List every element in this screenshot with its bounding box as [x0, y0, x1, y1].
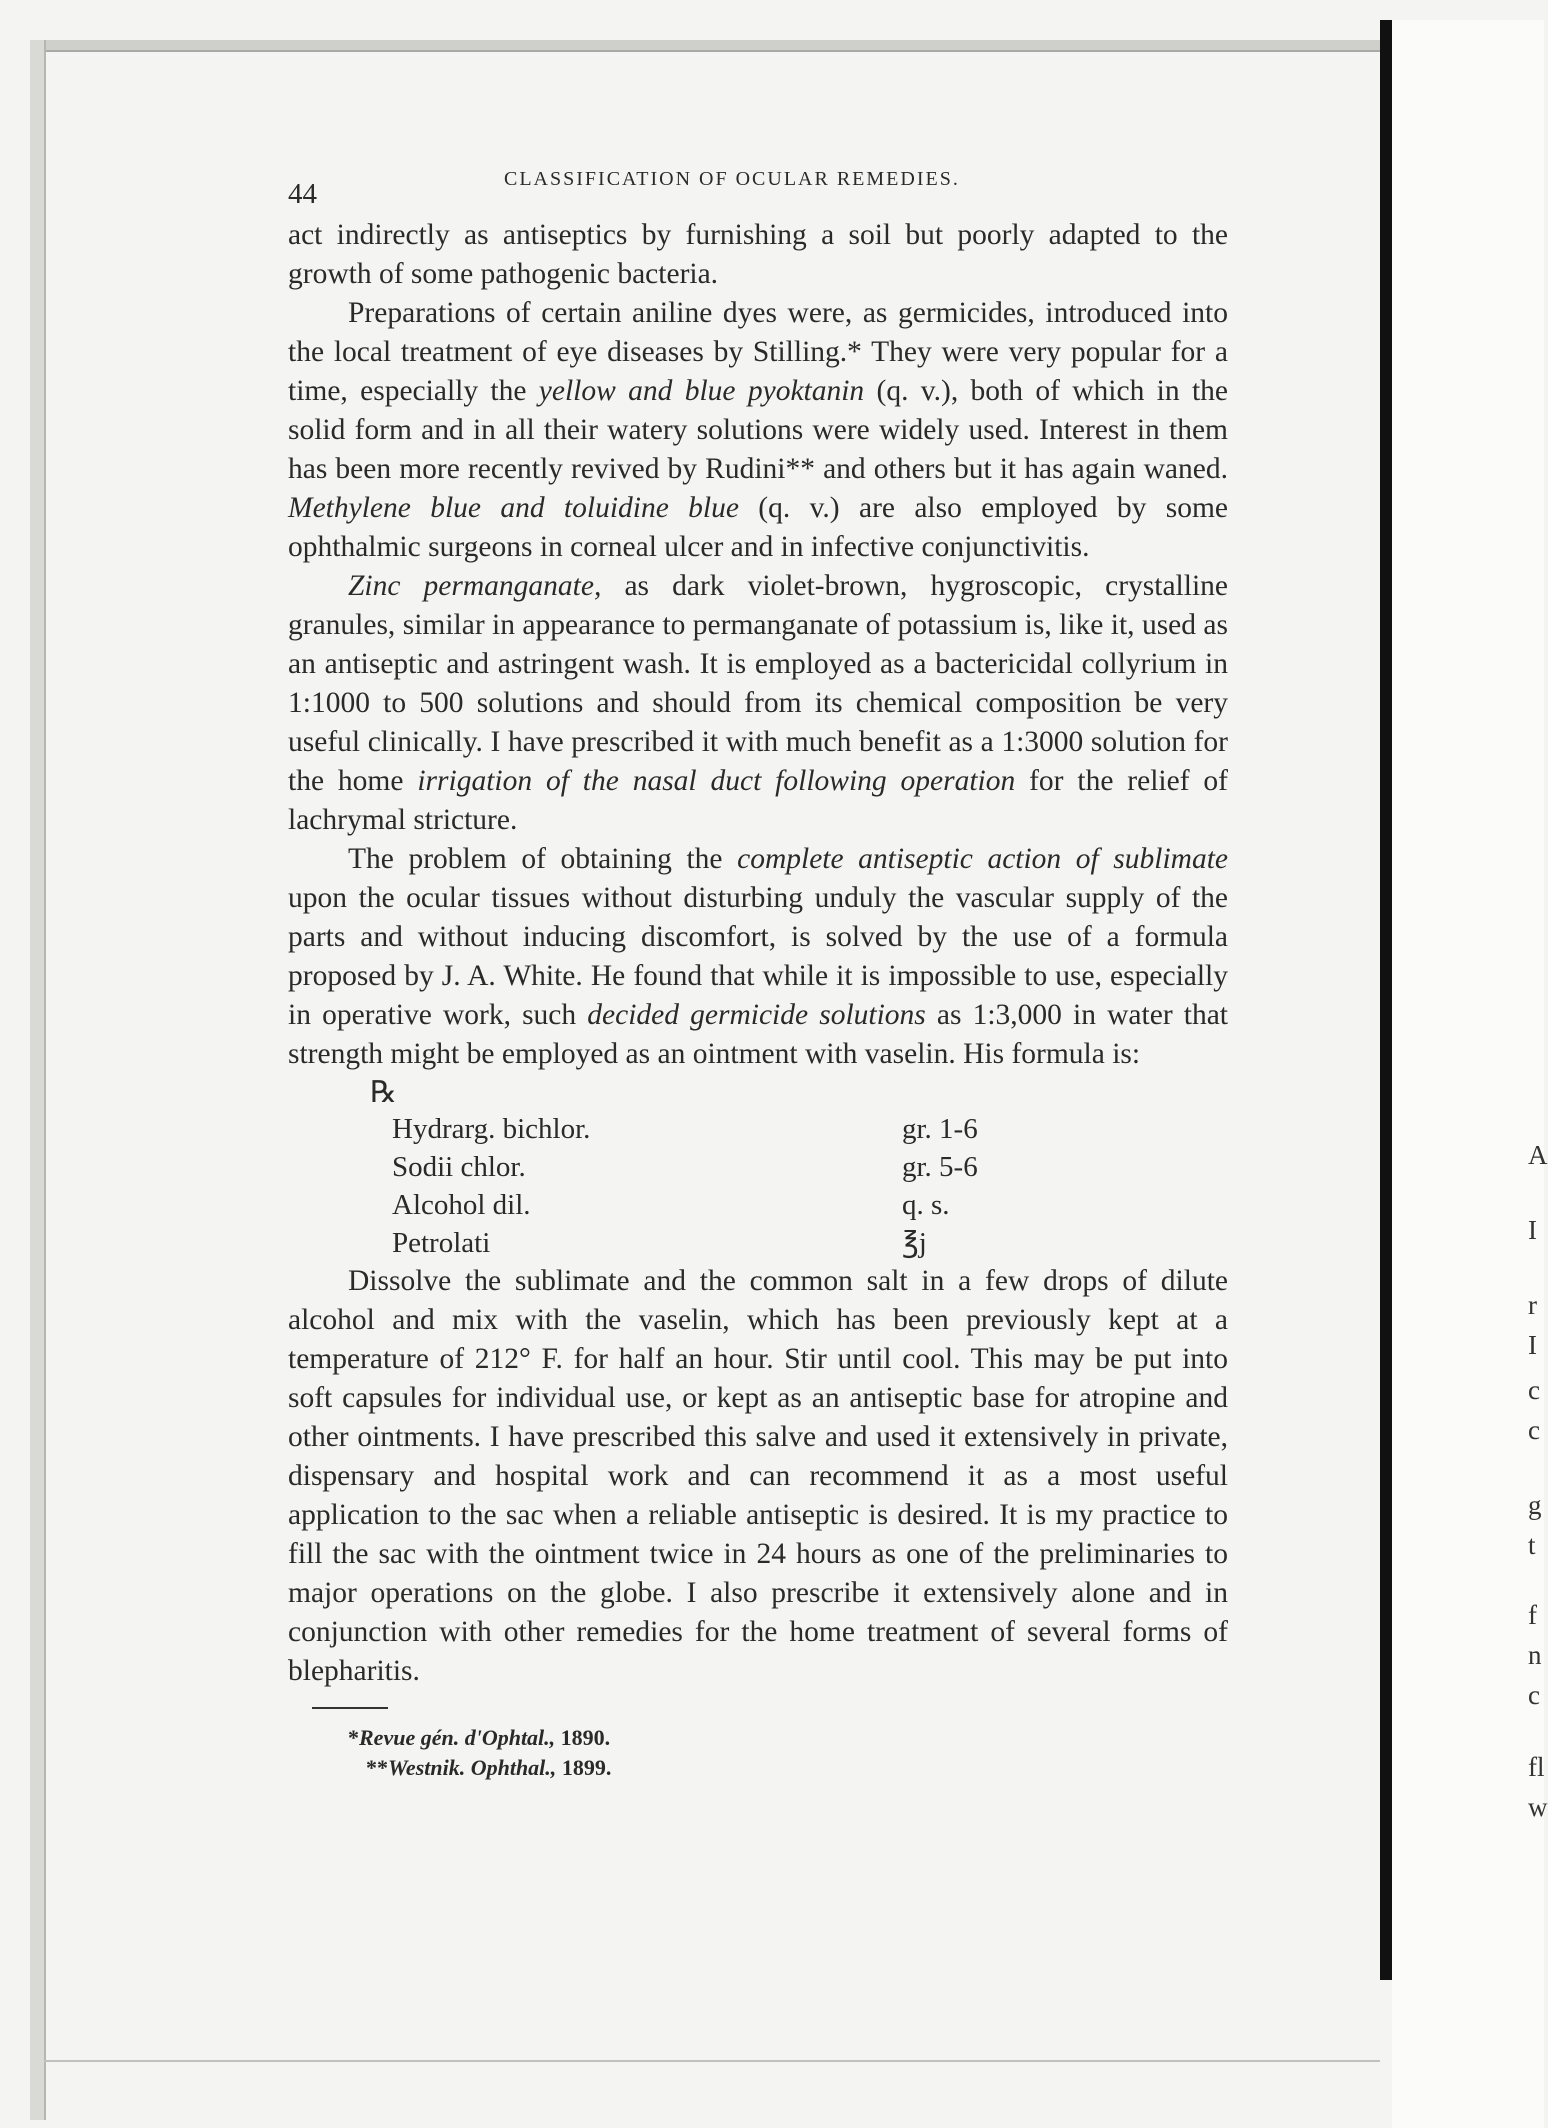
facing-page-letter: c [1528, 1415, 1540, 1445]
amount: gr. 5-6 [902, 1151, 978, 1183]
italic-run: Zinc permanganate, [348, 570, 602, 602]
footnote-mark: * [348, 1725, 359, 1750]
prescription-row [392, 1186, 978, 1224]
facing-page-letter: n [1528, 1640, 1542, 1670]
page-header [288, 168, 1228, 216]
italic-run: decided germicide solutions [587, 999, 926, 1031]
footnote-source: Westnik. Ophthal., [388, 1755, 557, 1780]
italic-run: yellow and blue pyoktanin [538, 375, 865, 407]
facing-page-letter: fl [1528, 1752, 1545, 1782]
body-text [288, 216, 1228, 1074]
ingredient: Sodii chlor. [392, 1151, 526, 1183]
facing-page-letter: g [1528, 1490, 1542, 1520]
text-run: (q. v.) are also employed by some ophthalmic surgeons in corneal ulcer and in infective conjunctivitis. [288, 492, 1229, 563]
paragraph [288, 567, 1228, 840]
prescription-row [392, 1110, 978, 1148]
facing-page-letter: c [1528, 1375, 1540, 1405]
scan-frame-left [30, 40, 46, 2120]
text-run: as 1:3,000 in water that strength might be employed as an ointment with vaselin. His formula is: [288, 999, 1229, 1070]
ingredient: Hydrarg. bichlor. [392, 1113, 591, 1145]
amount: ℥j [902, 1227, 927, 1259]
footnote-source: Revue gén. d'Ophtal., [359, 1725, 556, 1750]
book-page [288, 168, 1228, 1783]
amount: gr. 1-6 [902, 1113, 978, 1145]
prescription-symbol: ℞ [370, 1076, 397, 1109]
facing-page-letter: w [1528, 1792, 1548, 1822]
facing-page [1392, 20, 1544, 2128]
footnote-year: 1890. [555, 1725, 611, 1750]
closing-paragraph: Dissolve the sublimate and the common salt in a few drops of dilute alcohol and mix with the vaselin, which has been previously kept at a temperature of 212° F. for half an hour. Stir until cool. This may be put into soft capsules for individual use, or kept as an antiseptic base for atropine and other ointments. I have prescribed this salve and used it extensively in private, dispensary and hospital work and can recommend it as a most useful application to the sac when a reliable antiseptic is desired. It is my practice to fill the sac with the ointment twice in 24 hours as one of the preliminaries to major operations on the globe. I also prescribe it extensively alone and in conjunction with other remedies for the home treatment of several forms of blepharitis. [288, 1265, 1228, 1687]
running-head: CLASSIFICATION OF OCULAR REMEDIES. [504, 168, 960, 190]
paragraph [288, 294, 1228, 567]
facing-page-letter: t [1528, 1530, 1536, 1560]
amount: q. s. [902, 1189, 950, 1221]
scan-frame-top [40, 40, 1385, 52]
text-run: as dark violet-brown, hygroscopic, crystalline granules, similar in appearance to permanganate of potassium is, like it, used as an antiseptic and astringent wash. It is employed as a bactericidal collyrium in 1:1000 to 500 solutions and should from its chemical composition be very useful clinically. I have prescribed it with much benefit as a 1:3000 solution for the home [288, 570, 1228, 797]
paragraph [288, 840, 1228, 1074]
text-run: (q. v.), both of which in the solid form and in all their watery solutions were widely used. Interest in them has been more recently revived by Rudini** and others but it has again waned. [288, 375, 1228, 485]
footnote [348, 1723, 1228, 1753]
footnote-rule [312, 1707, 388, 1709]
page-gutter-edge [1380, 20, 1392, 1980]
prescription-row [392, 1224, 978, 1262]
ingredient: Alcohol dil. [392, 1189, 531, 1221]
text-run: act indirectly as antiseptics by furnishing a soil but poorly adapted to the growth of some pathogenic bacteria. [288, 219, 1228, 290]
facing-page-letter: r [1528, 1290, 1537, 1320]
facing-page-letter: I [1528, 1215, 1537, 1245]
facing-page-letter: c [1528, 1680, 1540, 1710]
text-run: upon the ocular tissues without disturbing unduly the vascular supply of the parts and without inducing discomfort, is solved by the use of a formula proposed by J. A. White. He found that while it is impossible to use, especially in operative work, such [288, 882, 1228, 1031]
paragraph [288, 216, 1228, 294]
prescription-row [392, 1148, 978, 1186]
facing-page-letter: I [1528, 1330, 1537, 1360]
footnote-mark: ** [366, 1755, 388, 1780]
italic-run: Methylene blue and toluidine blue [288, 492, 739, 524]
prescription-formula [392, 1110, 978, 1262]
facing-page-letter: A [1528, 1140, 1548, 1170]
footnote-year: 1899. [556, 1755, 612, 1780]
ingredient: Petrolati [392, 1227, 491, 1259]
italic-run: complete antiseptic action of sublimate [737, 843, 1228, 875]
italic-run: irrigation of the nasal duct following operation [417, 765, 1016, 797]
text-run: for the relief of lachrymal stricture. [288, 765, 1228, 836]
page-number: 44 [288, 178, 317, 210]
footnote [366, 1753, 1228, 1783]
page-bottom-edge [44, 2060, 1380, 2062]
text-run: Preparations of certain aniline dyes were, as germicides, introduced into the local treatment of eye diseases by Stilling.* They were very popular for a time, especially the [288, 297, 1228, 407]
footnotes [288, 1723, 1228, 1783]
text-run: The problem of obtaining the [348, 843, 738, 875]
facing-page-letter: f [1528, 1600, 1537, 1630]
